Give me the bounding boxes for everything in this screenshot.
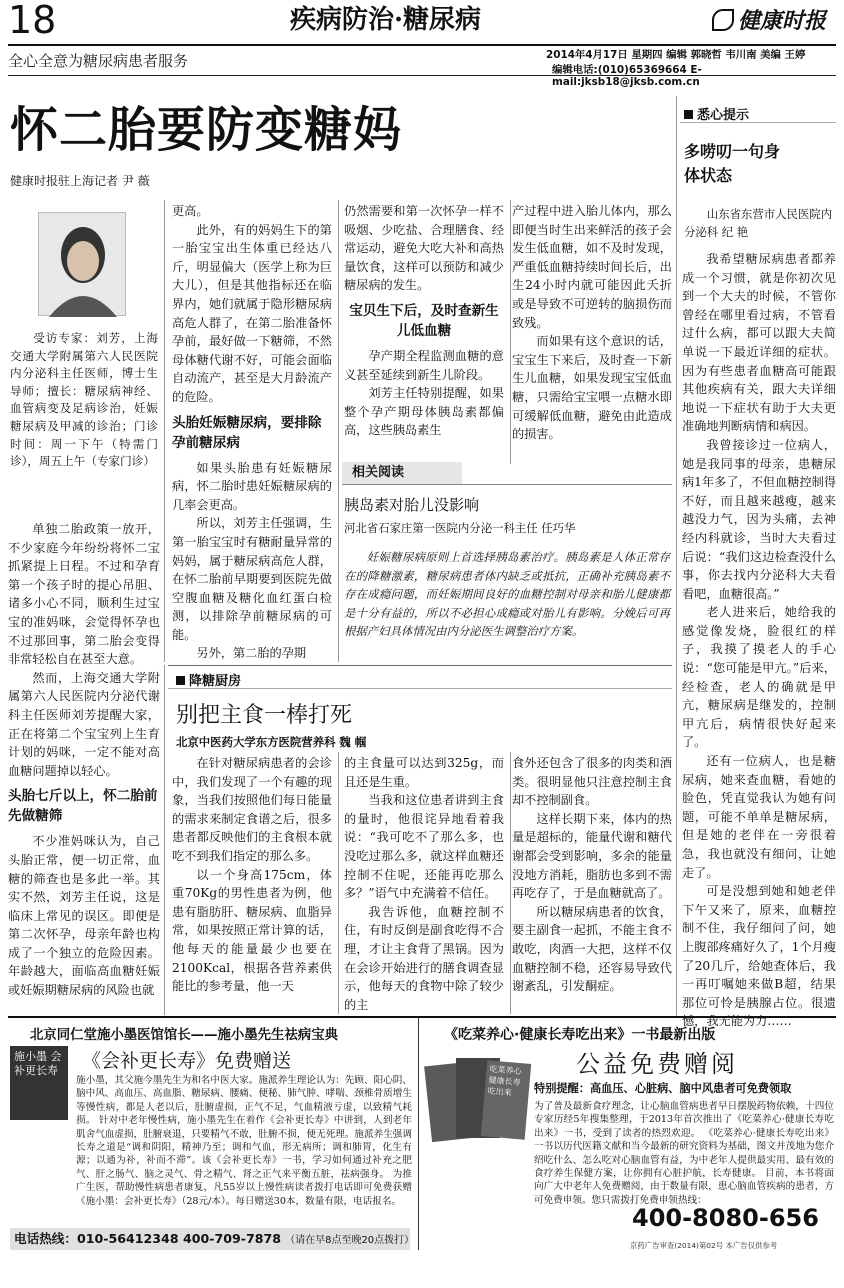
ad-right-book-stack: 吃菜养心 健康长寿吃出来 <box>428 1054 528 1144</box>
related-reading-box <box>342 462 672 662</box>
lead-column-2: 更高。 此外，有的妈妈生下的第一胎宝宝出生体重已经达八斤，明显偏大（医学上称为巨大儿），但是其他指标还在临界内，她们就属于隐形糖尿病高危人群了，在第二胎准备怀孕前，最好做一下糖筛，不然母体糖代谢不好，可能会面临自动流产，甚至是大月龄流产的危险。 头胎妊娠糖尿病，要排除孕前糖尿病 如果头胎患有妊娠糖尿病，怀二胎时患妊娠糖尿病的几率会更高。 所以，刘芳主任强调，生第一胎宝宝时有糖耐量异常的妈妈，属于糖尿病高危人群，在怀二胎前早期要到医院先做空腹血糖及糖化血红蛋白检测，以排除孕前糖尿病的可能。 另外，第二胎的孕期 <box>172 204 332 661</box>
editor-contact: 编辑电话:(010)65369664 E-mail:jksb18@jksb.com.cn <box>552 64 702 88</box>
subhead-first-birth: 头胎七斤以上，怀二胎前先做糖筛 <box>8 788 158 825</box>
section-slogan: 全心全意为糖尿病患者服务 <box>8 52 189 70</box>
lead-column-1: 单独二胎政策一放开，不少家庭今年纷纷将怀二宝抓紧提上日程。不过和孕育第一个孩子时的提心吊胆、诸多小心不同，顺利生过宝宝的准妈咪，会觉得怀孕也不过那回事，第二胎会变得非常轻松自在甚至大意。 然而，上海交通大学附属第六人民医院内分泌代谢科主任医师刘芳提醒大家，正在将第二个宝宝列上生育计划的妈咪，一定不能对高血糖问题掉以轻心。 头胎七斤以上，怀二胎前先做糖筛 不少准妈咪认为，自己头胎正常，便一切正常，血糖的筛查也是多此一举。其实不然，刘芳主任说，这是临床上常见的误区。即便是第二次怀孕，母亲年龄也构成了一个独立的危险因素。年龄越大，面临高血糖妊娠或妊娠期糖尿病的风险也就 <box>8 522 160 998</box>
lead-column-3: 仍然需要和第一次怀孕一样不吸烟、少吃盐、合理膳食、经常运动，避免大吃大补和高热量饮食，这样可以预防和减少糖尿病的发生。 宝贝生下后，及时查新生儿低血糖 孕产期全程监测血糖的意义甚至延续到新生儿阶段。 刘芳主任特别提醒，如果整个孕产期母体胰岛素都偏高，这些胰岛素生 <box>344 204 504 438</box>
related-tag: 相关阅读 <box>342 462 462 484</box>
related-title: 胰岛素对胎儿没影响 <box>344 496 480 514</box>
ad-left-text: 施小墨，其父施今墨先生为和名中医大家。施派养生理论认为：先顾、阳心阴、脑中风、高血压、高血脂、糖尿病、腰痛、便秘、肺气肿、哮喘、颈椎骨质增生等慢性病，都是人老以后，肚腑虚损，正气不足，气血精液亏虚，以致精气耗损。 针对中老年慢性病，施小墨先生在着作《会补更长寿》中讲到，人到老年肌舍气血虚损，肚腑衰退，只要精气不敢，肚腑不损，便无死理。施派养生强调长寿之道是“调和阴阳，精神乃至；调和气血，形无病所；调和肺胃，化生有源；以通为补，补而不滞”。该《会补更长寿》一书，学习如何通过补充之肥气、肝之肠气、脑之灵气、骨之精气、肾之正气来平衡五脏，祛病强身。 为推广生医，帮助慢性病患者康复，凡55岁以上慢性病读者拨打电话即可免费获赠《施小墨：会补更长寿》（28元/本）。每日赠送30本，数量有限，电话报名。 <box>76 1075 412 1207</box>
lead-column-4: 产过程中进入胎儿体内，那么即便当时生出来鲜活的孩子会发生低血糖，如不及时发现，严重低血糖持续时间长后，出生24小时内就可能因此夭折或是导致不可逆转的脑损伤而致残。 而如果有这个意识的话，宝宝生下来后，及时查一下新生儿血糖，如果发现宝宝低血糖，只需给宝宝喂一点糖水即可缓解低血糖，避免由此造成的损害。 <box>512 204 672 442</box>
ad-right-title: 公益免费赠阅 <box>576 1050 738 1078</box>
ad-right-fine-print: 京药广告审查(2014)第02号 本广告仅供参考 <box>630 1241 778 1250</box>
edition-date: 2014年4月17日 星期四 编辑 郭晓哲 韦川南 美编 王婷 <box>546 49 806 61</box>
sidebar-headline: 多唠叨一句身体状态 <box>684 142 781 185</box>
cookery-headline: 别把主食一棒打死 <box>176 703 353 728</box>
expert-photo <box>38 212 126 316</box>
ad-right-phone: 400-8080-656 <box>632 1204 819 1232</box>
page-number: 18 <box>8 0 57 42</box>
sidebar-byline: 山东省东营市人民医院内分泌科 纪 艳 <box>684 207 833 239</box>
ad-left-headline: 北京同仁堂施小墨医馆馆长——施小墨先生祛病宝典 <box>30 1028 338 1043</box>
cookery-column-1: 在针对糖尿病患者的会诊中，我们发现了一个有趣的现象，当我们按照他们每日能量的需求来制定食谱之后，很多患者都反映他们的主食根本就吃不到我们指定的那么多。 以一个身高175cm，体重70Kg的男性患者为例，他患有脂肪肝、糖尿病、血脂异常，如果按照正常计算的话，他每天的能量最少也要在2100Kcal，根据各营养素供能比的参考量，他一天 <box>172 756 332 994</box>
portrait-icon <box>39 213 127 317</box>
subhead-gestational: 头胎妊娠糖尿病，要排除孕前糖尿病 <box>172 414 322 451</box>
section-title: 疾病防治·糖尿病 <box>290 5 482 35</box>
related-body: 妊娠糖尿病原则上首选择胰岛素治疗。胰岛素是人体正常存在的降糖激素，糖尿病患者体内缺乏或抵抗，正确补充胰岛素不存在成瘾问题，而妊娠期间良好的血糖控制对母亲和胎儿健康都是十分有益的，所以不必担心成瘾或对胎儿有影响。分娩后可再根据产妇具体情况由内分泌医生调整治疗方案。 <box>344 550 670 639</box>
sidebar-body: 我希望糖尿病患者都养成一个习惯，就是你初次见到一个大夫的时候，不管你曾经在哪里看过病，不管看过什么病，都可以跟大夫简单说一下最近详细的症状。因为有些患者血糖高可能跟其他疾病有关，跟大夫详细地说一下症状有助于大夫更准确地判断病情和病因。 我曾接诊过一位病人，她是我同事的母亲，患糖尿病1年多了，不但血糖控制得不好，而且越来越瘦，越来越没力气，因为头痛，去神经内科就诊，当时大夫看过后说：“我们这边检查没什么事，你去找内分泌科大夫看看吧，血糖很高。” 老人进来后，她给我的感觉像发烧，脸很红的样子，我摸了摸老人的手心说：“您可能是甲亢。”后来，经检查，老人的确就是甲亢，糖尿病是继发的，控制甲亢后，病情很快好起来了。 还有一位病人，也是糖尿病，她来查血糖，看她的脸色，凭直觉我认为她有问题，可能不单单是糖尿病，但是她的老伴在一旁很着急，我也就没有细问，让她走了。 可是没想到她和她老伴下午又来了，原来，血糖控制不住，我仔细问了问，她上腹部疼痛好久了，1个月瘦了20几斤，给她查体后，我一再叮嘱她来做B超，结果那位可怜是胰腺占位。很遗憾，我无能为力…… <box>682 252 837 1029</box>
newspaper-logo: 健康时报 <box>712 4 826 35</box>
ad-right-text: 为了普及最新食疗理念，让心脑血管病患者早日摆脱药物依赖，十四位专家历经5年搜集整理，于2013年首次推出了《吃菜养心·健康长寿吃出来》一书，受到了读者的热烈欢迎。 《吃菜养心·健康长寿吃出来》一书以历代医籍文献和当今最新的研究资料为基础，图文并茂地为您介绍吃什么、怎么吃对心脑血管有益，为中老年人提供最实用、最有效的食疗养生保健方案，让你拥有心脏护航，长寿健康。 目前，本书将面向广大中老年人免费赠阅，由于数量有限，患心脑血管疾病的患者，方可免费申领。您只需拨打免费申领热线： <box>534 1101 834 1206</box>
ad-right-headline: 《吃菜养心·健康长寿吃出来》一书最新出版 <box>444 1027 716 1043</box>
logo-mark-icon <box>712 9 734 31</box>
cookery-tag: 降糖厨房 <box>176 670 241 689</box>
ad-left-title: 《会补更长寿》免费赠送 <box>82 1050 292 1072</box>
ad-left-phone: 电话热线：010-56412348 400-709-7878 （请在早8点至晚20点拨打） <box>10 1228 410 1250</box>
cookery-column-3: 食外还包含了很多的肉类和酒类。很明显他只注意控制主食却不控制副食。 这样长期下来，体内的热量是超标的，能量代谢和糖代谢都会受到影响，多余的能量没地方消耗，脂肪也多到不需再吃存了，于是血糖就高了。 所以糖尿病患者的饮食，要主副食一起抓，不能主食不敢吃，肉酒一大把，这样不仅血糖控制不稳，还容易导致代谢紊乱，引发酮症。 <box>512 756 672 994</box>
ad-right-special: 特别提醒：高血压、心脏病、脑中风患者可免费领取 <box>534 1082 792 1095</box>
sidebar-tag: 悉心提示 <box>684 104 749 123</box>
lead-byline: 健康时报驻上海记者 尹 薇 <box>10 174 150 188</box>
cookery-byline: 北京中医药大学东方医院营养科 魏 帼 <box>176 735 367 749</box>
lead-headline: 怀二胎要防变糖妈 <box>10 102 403 158</box>
related-source: 河北省石家庄第一医院内分泌一科主任 任巧华 <box>344 521 576 535</box>
cookery-column-2: 的主食量可以达到325g，而且还是生重。 当我和这位患者讲到主食的量时，他很诧异地看着我说：“我可吃不了那么多，也没吃过那么多，就这样血糖还控制不住呢，还能再吃那么多？”语气中充满着不信任。 我告诉他，血糖控制不住，有时反倒是副食吃得不合理，才让主食背了黑锅。因为在会诊开始进行的膳食调查显示，他每天的食物中除了较少的主 <box>344 756 504 1012</box>
subhead-newborn: 宝贝生下后，及时查新生儿低血糖 <box>349 302 499 339</box>
ad-left-book-cover: 施小墨 会补更长寿 <box>10 1046 68 1120</box>
expert-caption: 受访专家：刘芳，上海交通大学附属第六人民医院内分泌科主任医师，博士生导师；擅长：糖尿病神经、血管病变及足病诊治，妊娠糖尿病及甲减的诊治；门诊时间：周一下午（特需门诊），周五上午（专家门诊） <box>10 331 158 469</box>
